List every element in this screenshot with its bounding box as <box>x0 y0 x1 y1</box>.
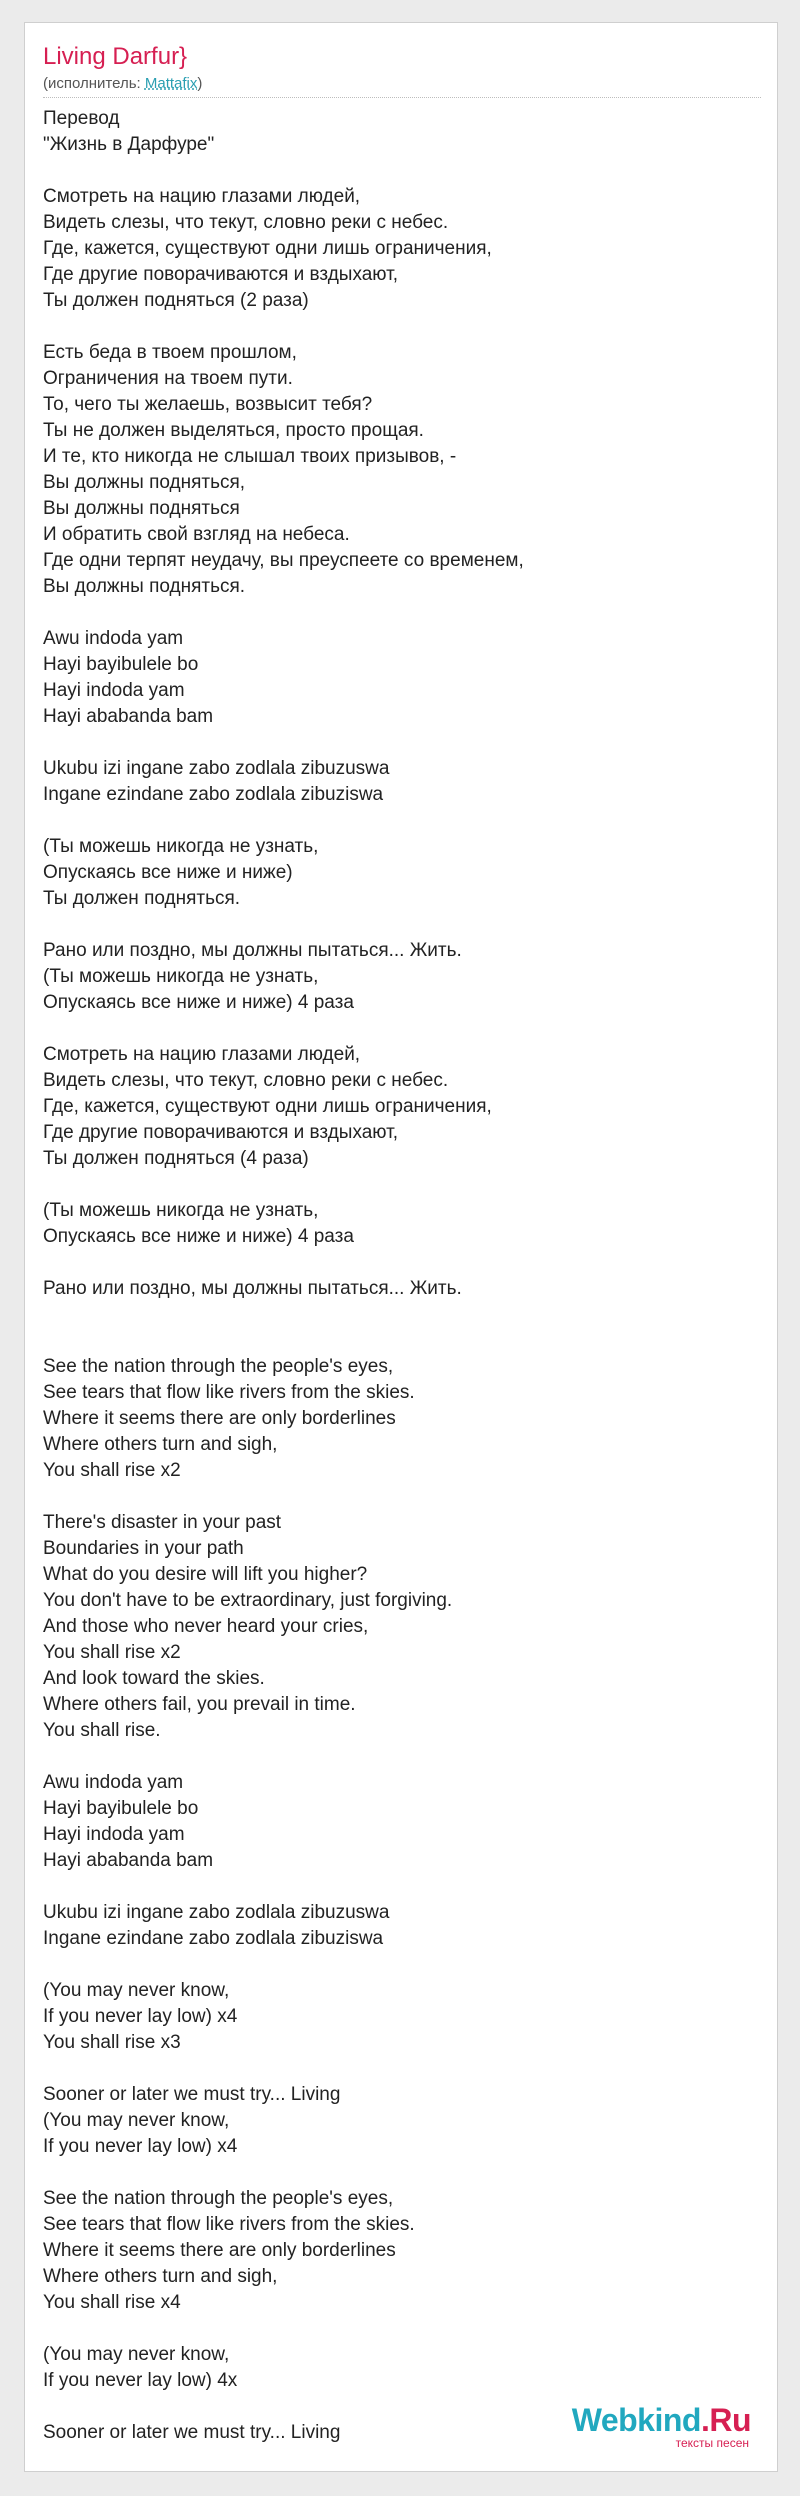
artist-line <box>43 75 202 93</box>
logo-tld: .Ru <box>700 2402 751 2438</box>
site-logo[interactable] <box>572 2404 751 2449</box>
logo-wordmark <box>572 2404 751 2436</box>
lyrics-text: Перевод "Жизнь в Дарфуре" Смотреть на нацию глазами людей, Видеть слезы, что текут, словно реки с небес. Где, кажется, существуют одни лишь ограничения, Где другие поворачиваются и вздыхают, Ты должен подняться (2 раза) Есть беда в твоем прошлом, Ограничения на твоем пути. То, чего ты желаешь, возвысит тебя? Ты не должен выделяться, просто прощая. И те, кто никогда не слышал твоих призывов, - Вы должны подняться, Вы должны подняться И обратить свой взгляд на небеса. Где одни терпят неудачу, вы преуспеете со временем, Вы должны подняться. Awu indoda yam Hayi bayibulele bo Hayi indoda yam Hayi ababanda bam Ukubu izi ingane zabo zodlala zibuzuswa Ingane ezindane zabo zodlala zibuziswa (Ты можешь никогда не узнать, Опускаясь все ниже и ниже) Ты должен подняться. Рано или поздно, мы должны пытаться... Жить. (Ты можешь никогда не узнать, Опускаясь все ниже и ниже) 4 раза Смотреть на нацию глазами людей, Видеть слезы, что текут, словно реки с небес. Где, кажется, существуют одни лишь ограничения, Где другие поворачиваются и вздыхают, Ты должен подняться (4 раза) (Ты можешь никогда не узнать, Опускаясь все ниже и ниже) 4 раза Рано или поздно, мы должны пытаться... Жить. See the nation through the people's eyes, See tears that flow like rivers from the skies. Where it seems there are only borderlines Where others turn and sigh, You shall rise x2 There's disaster in your past Boundaries in your path What do you desire will lift you higher? You don't have to be extraordinary, just forgiving. And those who never heard your cries, You shall rise x2 And look toward the skies. Where others fail, you prevail in time. You shall rise. Awu indoda yam Hayi bayibulele bo Hayi indoda yam Hayi ababanda bam Ukubu izi ingane zabo zodlala zibuzuswa Ingane ezindane zabo zodlala zibuziswa (You may never know, If you never lay low) x4 You shall rise x3 Sooner or later we must try... Living (You may never know, If you never lay low) x4 See the nation through the people's eyes, See tears that flow like rivers from the skies. Where it seems there are only borderlines Where others turn and sigh, You shall rise x4 (You may never know, If you never lay low) 4x Sooner or later we must try... Living <box>43 108 524 2443</box>
artist-link[interactable]: Mattafix <box>144 75 198 92</box>
logo-tagline: тексты песен <box>675 2436 749 2450</box>
lyrics-card <box>24 22 778 2472</box>
artist-suffix: ) <box>197 75 203 92</box>
song-title: Living Darfur} <box>43 43 188 70</box>
logo-name: Webkind <box>571 2402 701 2438</box>
header-divider <box>43 97 761 98</box>
artist-prefix: (исполнитель: <box>43 75 145 92</box>
